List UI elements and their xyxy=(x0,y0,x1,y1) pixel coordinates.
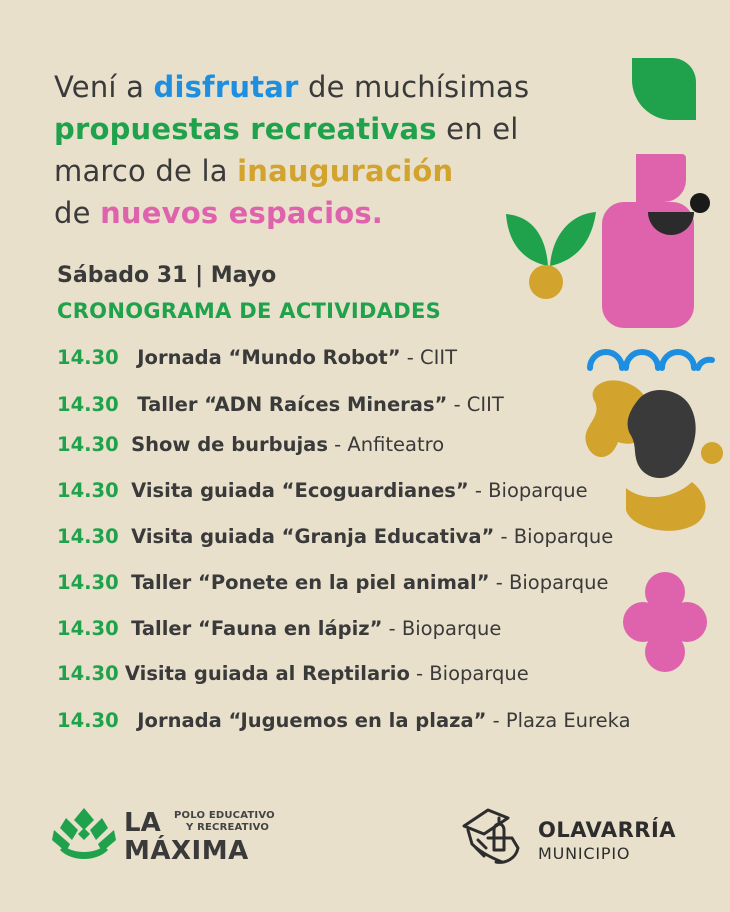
activity-name: Taller “Ponete en la piel animal” xyxy=(131,571,490,594)
activity-name: Jornada “Juguemos en la plaza” xyxy=(137,709,487,732)
activity-time: 14.30 xyxy=(57,662,119,685)
sprout-leaf-left xyxy=(506,214,548,266)
activity-row xyxy=(57,617,501,640)
green-leaf-shape xyxy=(632,58,696,120)
activity-time: 14.30 xyxy=(57,433,119,456)
activity-place: - Bioparque xyxy=(489,571,609,594)
activity-name: Visita guiada al Reptilario xyxy=(124,662,410,685)
activity-time: 14.30 xyxy=(57,346,119,369)
black-dot-shape xyxy=(690,193,710,213)
schedule-title: CRONOGRAMA DE ACTIVIDADES xyxy=(57,299,442,323)
maxima-text: MÁXIMA xyxy=(124,836,249,866)
headline-text: de xyxy=(54,196,101,230)
tag-line-2: Y RECREATIVO xyxy=(186,822,270,833)
sprout-leaf-right xyxy=(550,212,596,266)
activity-place: - CIIT xyxy=(447,393,504,416)
headline-text: marco de la xyxy=(54,154,238,188)
activity-name: Taller “ADN Raíces Mineras” xyxy=(137,393,448,416)
activity-time: 14.30 xyxy=(57,525,119,548)
activity-row xyxy=(57,346,457,369)
headline-highlight-nuevos-espacios: nuevos espacios. xyxy=(100,196,384,230)
activity-name: Show de burbujas xyxy=(131,433,328,456)
activity-time: 14.30 xyxy=(57,571,119,594)
olavarria-sub: MUNICIPIO xyxy=(538,844,631,863)
activity-place: - Bioparque xyxy=(494,525,614,548)
olavarria-emblem-icon xyxy=(458,804,528,868)
headline-text: Vení a xyxy=(54,70,154,104)
headline-text: en el xyxy=(436,112,519,146)
activity-place: - Bioparque xyxy=(382,617,502,640)
activity-place: - Anfiteatro xyxy=(327,433,445,456)
gold-dot-shape xyxy=(701,442,723,464)
la-text: LA xyxy=(124,808,161,838)
activity-time: 14.30 xyxy=(57,617,119,640)
activity-row xyxy=(57,393,504,416)
headline-text: de muchísimas xyxy=(298,70,530,104)
dark-blob-shape xyxy=(628,390,696,478)
activity-place: - Bioparque xyxy=(468,479,588,502)
activity-place: - Bioparque xyxy=(409,662,529,685)
olavarria-name: OLAVARRÍA xyxy=(538,818,677,842)
pink-head-shape xyxy=(636,154,686,202)
activity-row xyxy=(57,433,444,456)
headline-highlight-disfrutar: disfrutar xyxy=(153,70,299,104)
activity-place: - Plaza Eureka xyxy=(486,709,631,732)
activity-name: Visita guiada “Granja Educativa” xyxy=(131,525,495,548)
headline-highlight-propuestas: propuestas recreativas xyxy=(54,112,437,146)
activity-name: Visita guiada “Ecoguardianes” xyxy=(131,479,469,502)
gold-crescent-shape xyxy=(626,482,706,531)
event-date: Sábado 31 | Mayo xyxy=(57,263,277,288)
la-maxima-logo xyxy=(52,800,292,870)
blue-waves-shape xyxy=(590,352,712,368)
activity-time: 14.30 xyxy=(57,393,119,416)
activity-name: Jornada “Mundo Robot” xyxy=(137,346,401,369)
activity-time: 14.30 xyxy=(57,479,119,502)
tag-line-1: POLO EDUCATIVO xyxy=(174,810,275,821)
headline-highlight-inauguracion: inauguración xyxy=(237,154,454,188)
activity-name: Taller “Fauna en lápiz” xyxy=(131,617,383,640)
activity-place: - CIIT xyxy=(400,346,458,369)
decorative-shapes xyxy=(500,50,730,690)
activity-time: 14.30 xyxy=(57,709,119,732)
activity-row xyxy=(57,709,631,732)
la-maxima-leaf-icon xyxy=(52,806,116,862)
activity-row xyxy=(57,662,529,685)
olavarria-logo xyxy=(458,804,698,870)
pink-flower-shape xyxy=(623,572,707,672)
sprout-seed xyxy=(529,265,563,299)
